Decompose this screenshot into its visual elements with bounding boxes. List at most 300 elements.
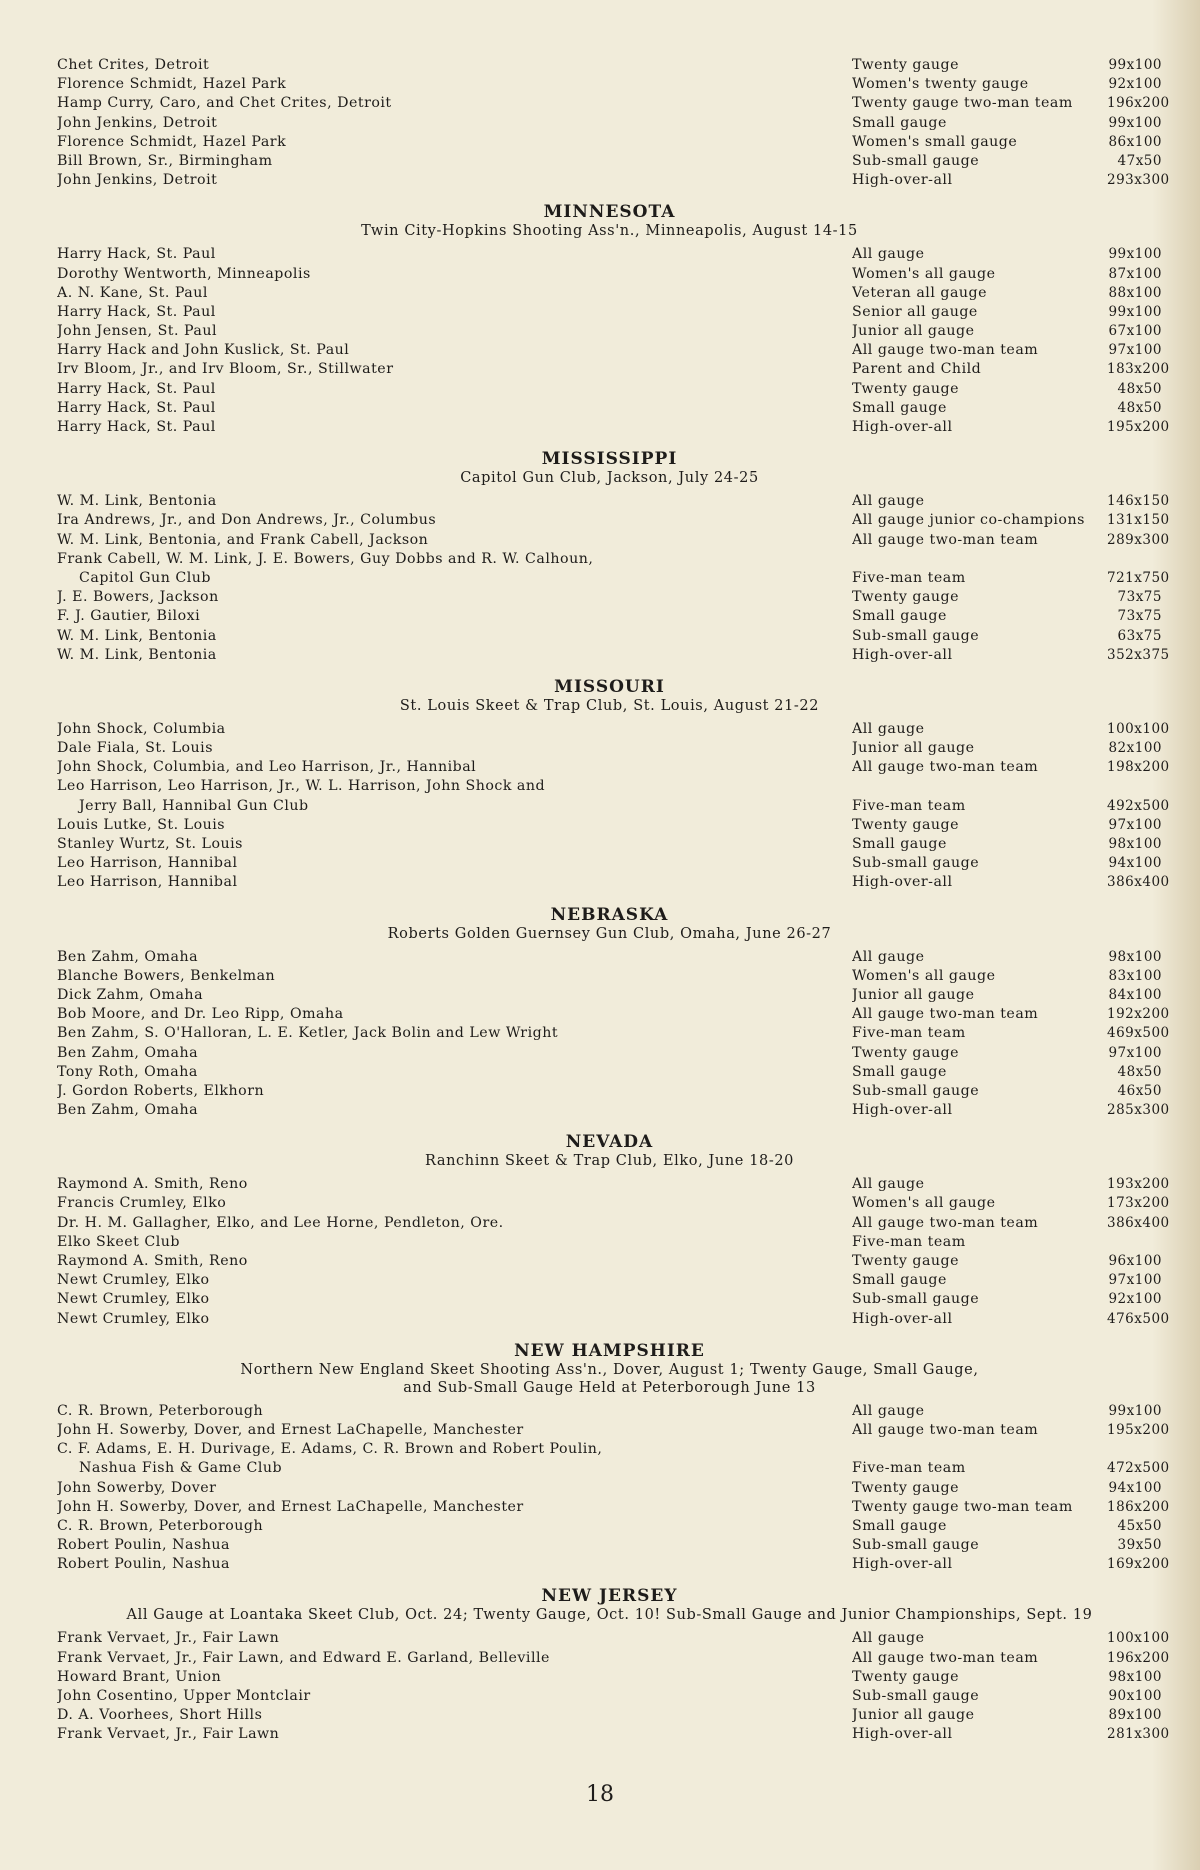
result-row — [57, 777, 1162, 796]
shooter-cell — [57, 627, 852, 646]
score: 99x100 — [1108, 1402, 1162, 1419]
result-row — [57, 1706, 1162, 1725]
shooter-cell — [57, 380, 852, 399]
event-title-line: and Sub-Small Gauge Held at Peterborough June 13 — [403, 1379, 816, 1396]
score: 492x500 — [1107, 797, 1170, 814]
score: 82x100 — [1108, 740, 1162, 757]
event-cell — [852, 531, 1107, 550]
shooter-name: W. M. Link, Bentonia — [57, 493, 217, 510]
event-cell — [852, 341, 1107, 360]
event-name: Women's all gauge — [852, 265, 996, 282]
shooter-name: Howard Brant, Union — [57, 1668, 222, 1685]
result-row — [57, 1024, 1170, 1043]
event-name: Twenty gauge — [852, 1668, 960, 1685]
shooter-cell — [57, 265, 852, 284]
result-row — [57, 948, 1162, 967]
event-name: Twenty gauge — [852, 1479, 960, 1496]
result-row — [57, 1498, 1170, 1517]
event-cell — [852, 1063, 1107, 1082]
event-cell — [852, 1629, 1107, 1648]
score: 92x100 — [1108, 1291, 1162, 1308]
result-row — [57, 152, 1162, 171]
shooter-cell — [57, 854, 852, 873]
shooter-cell — [57, 245, 852, 264]
shooter-cell — [57, 284, 852, 303]
shooter-cell — [57, 607, 852, 626]
shooter-cell — [57, 646, 852, 665]
score: 46x50 — [1117, 1082, 1162, 1099]
result-row — [57, 1044, 1162, 1063]
shooter-cell — [57, 1668, 852, 1687]
event-name: Twenty gauge — [852, 816, 960, 833]
score: 99x100 — [1108, 246, 1162, 263]
event-cell — [852, 948, 1107, 967]
result-row — [57, 1687, 1162, 1706]
result-row — [57, 797, 1170, 816]
result-row — [57, 873, 1170, 892]
state-section — [57, 1586, 1170, 1744]
result-row — [57, 967, 1162, 986]
event-cell — [852, 646, 1107, 665]
event-title-line: Roberts Golden Guernsey Gun Club, Omaha, June 26-27 — [387, 925, 832, 942]
shooter-cell — [57, 114, 852, 133]
event-name: Small gauge — [852, 399, 947, 416]
shooter-name: Frank Vervaet, Jr., Fair Lawn — [57, 1726, 280, 1743]
score: 83x100 — [1108, 967, 1162, 984]
event-name: All gauge — [852, 948, 925, 965]
result-row — [57, 1629, 1170, 1648]
event-name: Women's twenty gauge — [852, 76, 1029, 93]
score: 186x200 — [1107, 1498, 1170, 1515]
state-heading: MISSISSIPPI — [541, 449, 678, 470]
score: 183x200 — [1107, 361, 1170, 378]
shooter-cell — [57, 1440, 1162, 1459]
event-name: Junior all gauge — [852, 1707, 975, 1724]
shooter-name: John Jensen, St. Paul — [57, 323, 218, 340]
result-row — [57, 550, 1162, 569]
shooter-cell — [57, 133, 852, 152]
shooter-cell — [57, 531, 852, 550]
event-title — [57, 1606, 1162, 1624]
shooter-name: Jerry Ball, Hannibal Gun Club — [79, 797, 309, 814]
event-title-line: Ranchinn Skeet & Trap Club, Elko, June 18-20 — [425, 1153, 794, 1170]
event-cell — [852, 171, 1107, 190]
event-title-line: All Gauge at Loantaka Skeet Club, Oct. 24; Twenty Gauge, Oct. 10! Sub-Small Gauge and Junior Championships, Sept. 19 — [126, 1607, 1093, 1624]
shooter-name: Ben Zahm, Omaha — [57, 948, 199, 965]
score: 193x200 — [1107, 1176, 1170, 1193]
event-cell — [852, 1175, 1107, 1194]
event-cell — [852, 627, 1107, 646]
result-row — [57, 114, 1162, 133]
event-name: Junior all gauge — [852, 740, 975, 757]
result-row — [57, 739, 1162, 758]
event-name: Senior all gauge — [852, 303, 978, 320]
shooter-name: Chet Crites, Detroit — [57, 57, 210, 73]
event-name: Small gauge — [852, 1272, 947, 1289]
result-row — [57, 607, 1162, 626]
score: 97x100 — [1108, 1272, 1162, 1289]
event-name: Women's all gauge — [852, 967, 996, 984]
shooter-name: Frank Vervaet, Jr., Fair Lawn — [57, 1630, 280, 1647]
shooter-cell — [57, 1498, 852, 1517]
state-section — [57, 56, 1170, 190]
shooter-name: Newt Crumley, Elko — [57, 1310, 210, 1327]
event-name: Twenty gauge — [852, 1253, 960, 1269]
shooter-name: C. R. Brown, Peterborough — [57, 1402, 264, 1419]
shooter-name: John H. Sowerby, Dover, and Ernest LaChapelle, Manchester — [57, 1498, 524, 1515]
event-cell — [852, 322, 1107, 341]
event-cell — [852, 588, 1107, 607]
event-name: High-over-all — [852, 874, 953, 891]
score: 100x100 — [1107, 720, 1170, 737]
shooter-cell — [57, 418, 852, 437]
shooter-name: Dorothy Wentworth, Minneapolis — [57, 265, 311, 282]
result-row — [57, 1668, 1162, 1687]
shooter-name: C. R. Brown, Peterborough — [57, 1517, 264, 1534]
score: 39x50 — [1117, 1537, 1162, 1554]
result-row — [57, 284, 1162, 303]
score: 98x100 — [1108, 948, 1162, 965]
shooter-name: Capitol Gun Club — [79, 569, 211, 586]
event-title — [57, 222, 1162, 240]
score: 100x100 — [1107, 1630, 1170, 1647]
result-row — [57, 380, 1162, 399]
event-cell — [852, 492, 1107, 511]
page-number: 18 — [586, 1782, 614, 1807]
event-name: All gauge two-man team — [852, 1006, 1039, 1023]
event-name: High-over-all — [852, 419, 953, 435]
shooter-name: Dr. H. M. Gallagher, Elko, and Lee Horne, Pendleton, Ore. — [57, 1214, 504, 1231]
result-row — [57, 303, 1162, 322]
shooter-cell — [57, 1536, 852, 1555]
score: 99x100 — [1108, 114, 1162, 131]
shooter-name: John Sowerby, Dover — [57, 1479, 217, 1496]
event-name: Twenty gauge two-man team — [852, 1498, 1073, 1515]
event-cell — [852, 1024, 1107, 1043]
event-cell — [852, 1233, 1107, 1252]
score: 169x200 — [1107, 1556, 1170, 1573]
result-row — [57, 1005, 1170, 1024]
event-cell — [852, 1459, 1107, 1478]
event-cell — [852, 380, 1107, 399]
score: 96x100 — [1108, 1253, 1162, 1269]
shooter-name: Irv Bloom, Jr., and Irv Bloom, Sr., Stillwater — [57, 361, 394, 378]
shooter-name: Robert Poulin, Nashua — [57, 1537, 230, 1554]
event-cell — [852, 1082, 1107, 1101]
result-row — [57, 1421, 1170, 1440]
shooter-cell — [57, 1290, 852, 1309]
event-name: Sub-small gauge — [852, 855, 980, 872]
shooter-cell — [57, 550, 1162, 569]
shooter-name: W. M. Link, Bentonia — [57, 646, 217, 663]
result-row — [57, 986, 1162, 1005]
shooter-cell — [57, 75, 852, 94]
result-row — [57, 133, 1162, 152]
score: 89x100 — [1108, 1707, 1162, 1724]
state-section — [57, 1340, 1170, 1575]
score: 131x150 — [1107, 512, 1170, 529]
score: 173x200 — [1107, 1195, 1170, 1212]
result-row — [57, 1252, 1162, 1271]
shooter-cell — [57, 986, 852, 1005]
shooter-name: Ben Zahm, Omaha — [57, 1044, 199, 1061]
shooter-cell — [57, 873, 852, 892]
event-name: Sub-small gauge — [852, 1537, 980, 1554]
event-title — [57, 697, 1162, 715]
result-row — [57, 720, 1170, 739]
score: 98x100 — [1108, 1668, 1162, 1685]
event-name: High-over-all — [852, 1310, 953, 1327]
shooter-cell — [57, 1687, 852, 1706]
event-cell — [852, 797, 1107, 816]
result-row — [57, 1233, 1162, 1252]
result-row — [57, 1649, 1170, 1668]
score: 45x50 — [1117, 1517, 1162, 1534]
result-row — [57, 322, 1162, 341]
event-name: All gauge two-man team — [852, 1214, 1039, 1231]
result-row — [57, 418, 1170, 437]
event-cell — [852, 418, 1107, 437]
result-row — [57, 1290, 1162, 1309]
event-cell — [852, 94, 1107, 113]
shooter-name: Leo Harrison, Leo Harrison, Jr., W. L. Harrison, John Shock and — [57, 778, 546, 795]
event-title-line: Northern New England Skeet Shooting Ass'n., Dover, August 1; Twenty Gauge, Small Gauge, — [240, 1361, 979, 1378]
event-name: Small gauge — [852, 1063, 947, 1080]
score: 472x500 — [1107, 1460, 1170, 1477]
shooter-name: John Jenkins, Detroit — [57, 114, 218, 131]
result-row — [57, 94, 1170, 113]
shooter-cell — [57, 56, 852, 75]
score: 721x750 — [1107, 569, 1170, 586]
shooter-cell — [57, 1175, 852, 1194]
result-row — [57, 1101, 1170, 1120]
result-row — [57, 265, 1162, 284]
event-name: All gauge two-man team — [852, 1649, 1039, 1666]
shooter-cell — [57, 1517, 852, 1536]
result-row — [57, 1555, 1170, 1574]
event-cell — [852, 360, 1107, 379]
shooter-cell — [57, 322, 852, 341]
event-name: All gauge — [852, 1630, 925, 1647]
event-title — [57, 925, 1162, 943]
event-cell — [852, 152, 1107, 171]
score: 87x100 — [1108, 265, 1162, 282]
shooter-cell — [57, 777, 1162, 796]
shooter-name: Florence Schmidt, Hazel Park — [57, 133, 287, 150]
shooter-cell — [57, 816, 852, 835]
event-cell — [852, 1421, 1107, 1440]
event-name: Twenty gauge — [852, 57, 960, 73]
event-name: Junior all gauge — [852, 323, 975, 340]
result-row — [57, 1536, 1162, 1555]
result-row — [57, 1440, 1162, 1459]
shooter-cell — [57, 1194, 852, 1213]
shooter-name: John Shock, Columbia, and Leo Harrison, Jr., Hannibal — [57, 759, 477, 776]
shooter-name: A. N. Kane, St. Paul — [57, 284, 208, 301]
event-name: Veteran all gauge — [852, 284, 988, 301]
state-heading: NEVADA — [565, 1132, 654, 1153]
event-name: Five-man team — [852, 1460, 966, 1477]
shooter-cell — [57, 1063, 852, 1082]
score: 285x300 — [1107, 1102, 1170, 1119]
event-cell — [852, 967, 1107, 986]
shooter-cell — [57, 94, 852, 113]
result-row — [57, 531, 1170, 550]
score: 84x100 — [1108, 986, 1162, 1003]
event-title-line: St. Louis Skeet & Trap Club, St. Louis, August 21-22 — [399, 697, 820, 714]
score: 97x100 — [1108, 1044, 1162, 1061]
event-name: Small gauge — [852, 114, 947, 131]
shooter-name: Hamp Curry, Caro, and Chet Crites, Detroit — [57, 95, 392, 112]
result-row — [57, 341, 1162, 360]
state-heading: MINNESOTA — [543, 202, 676, 223]
result-row — [57, 1194, 1170, 1213]
score: 86x100 — [1108, 133, 1162, 150]
event-cell — [852, 1555, 1107, 1574]
shooter-name: Bill Brown, Sr., Birmingham — [57, 152, 273, 169]
shooter-name: John Cosentino, Upper Montclair — [57, 1688, 311, 1704]
event-name: High-over-all — [852, 1556, 953, 1573]
event-name: Five-man team — [852, 1025, 966, 1042]
state-heading: NEBRASKA — [550, 904, 669, 925]
shooter-name: Newt Crumley, Elko — [57, 1291, 210, 1308]
event-cell — [852, 114, 1107, 133]
score: 47x50 — [1117, 152, 1162, 169]
score: 99x100 — [1108, 57, 1162, 73]
event-cell — [852, 720, 1107, 739]
event-cell — [852, 1706, 1107, 1725]
shooter-name: Stanley Wurtz, St. Louis — [57, 836, 243, 852]
result-row — [57, 511, 1170, 530]
event-name: All gauge — [852, 720, 925, 737]
event-cell — [852, 1214, 1107, 1233]
score: 92x100 — [1108, 76, 1162, 93]
shooter-cell — [57, 1271, 852, 1290]
result-row — [57, 627, 1162, 646]
shooter-name: Harry Hack, St. Paul — [57, 399, 216, 416]
event-cell — [852, 265, 1107, 284]
score: 469x500 — [1107, 1025, 1170, 1042]
event-cell — [852, 1687, 1107, 1706]
shooter-cell — [57, 1421, 852, 1440]
shooter-cell — [57, 1706, 852, 1725]
shooter-cell — [57, 1555, 852, 1574]
event-name: Five-man team — [852, 797, 966, 814]
shooter-name: J. Gordon Roberts, Elkhorn — [57, 1082, 265, 1099]
score: 289x300 — [1107, 531, 1170, 548]
event-cell — [852, 1290, 1107, 1309]
score: 198x200 — [1107, 759, 1170, 776]
event-name: Parent and Child — [852, 361, 982, 378]
shooter-cell — [57, 1233, 852, 1252]
state-heading: NEW JERSEY — [541, 1586, 678, 1607]
score: 94x100 — [1108, 855, 1162, 872]
event-name: All gauge two-man team — [852, 342, 1039, 359]
event-title-line: Twin City-Hopkins Shooting Ass'n., Minneapolis, August 14-15 — [361, 223, 858, 240]
result-row — [57, 588, 1162, 607]
event-name: High-over-all — [852, 172, 953, 189]
shooter-cell — [57, 341, 852, 360]
event-name: Sub-small gauge — [852, 1688, 980, 1704]
event-title — [57, 1152, 1162, 1170]
shooter-cell — [57, 739, 852, 758]
event-cell — [852, 607, 1107, 626]
shooter-cell — [57, 1479, 852, 1498]
event-cell — [852, 1402, 1107, 1421]
shooter-cell — [57, 152, 852, 171]
score: 281x300 — [1107, 1726, 1170, 1743]
shooter-name: Leo Harrison, Hannibal — [57, 855, 238, 872]
shooter-name: Louis Lutke, St. Louis — [57, 816, 226, 833]
event-name: High-over-all — [852, 1102, 953, 1119]
score: 386x400 — [1107, 1214, 1170, 1231]
event-cell — [852, 1005, 1107, 1024]
shooter-name: Raymond A. Smith, Reno — [57, 1176, 248, 1193]
shooter-name: Francis Crumley, Elko — [57, 1195, 227, 1212]
result-row — [57, 1082, 1162, 1101]
event-name: Twenty gauge — [852, 380, 960, 397]
event-cell — [852, 1271, 1107, 1290]
shooter-name: Harry Hack, St. Paul — [57, 380, 216, 397]
state-heading: MISSOURI — [554, 676, 665, 697]
event-cell — [852, 835, 1107, 854]
shooter-name: Frank Cabell, W. M. Link, J. E. Bowers, Guy Dobbs and R. W. Calhoun, — [57, 550, 594, 567]
event-title-line: Capitol Gun Club, Jackson, July 24-25 — [460, 470, 759, 487]
score: 195x200 — [1107, 1421, 1170, 1438]
shooter-cell — [57, 758, 852, 777]
event-name: Small gauge — [852, 836, 947, 852]
result-row — [57, 1214, 1170, 1233]
shooter-name: Dale Fiala, St. Louis — [57, 740, 213, 757]
shooter-name: Tony Roth, Omaha — [57, 1063, 198, 1080]
shooter-name: Ben Zahm, Omaha — [57, 1102, 199, 1119]
result-row — [57, 1310, 1170, 1329]
result-row — [57, 1402, 1162, 1421]
event-name: High-over-all — [852, 1726, 953, 1743]
score: 99x100 — [1108, 303, 1162, 320]
event-cell — [852, 1194, 1107, 1213]
shooter-cell — [57, 569, 852, 588]
shooter-cell — [57, 1649, 852, 1668]
score: 195x200 — [1107, 419, 1170, 435]
shooter-name: Harry Hack, St. Paul — [57, 246, 216, 263]
shooter-cell — [57, 1024, 852, 1043]
event-cell — [852, 854, 1107, 873]
shooter-name: W. M. Link, Bentonia — [57, 627, 217, 644]
result-row — [57, 1479, 1162, 1498]
event-cell — [852, 399, 1107, 418]
state-section — [57, 904, 1170, 1121]
event-name: Small gauge — [852, 608, 947, 625]
event-name: High-over-all — [852, 646, 953, 663]
shooter-name: Dick Zahm, Omaha — [57, 986, 204, 1003]
shooter-cell — [57, 1005, 852, 1024]
event-cell — [852, 1668, 1107, 1687]
state-section — [57, 1132, 1170, 1329]
result-row — [57, 492, 1170, 511]
shooter-name: C. F. Adams, E. H. Durivage, E. Adams, C. R. Brown and Robert Poulin, — [57, 1441, 603, 1458]
result-row — [57, 399, 1162, 418]
shooter-name: Nashua Fish & Game Club — [79, 1460, 283, 1477]
event-title — [57, 469, 1162, 487]
event-name: Sub-small gauge — [852, 1291, 980, 1308]
event-cell — [852, 1517, 1107, 1536]
score: 98x100 — [1108, 836, 1162, 852]
event-cell — [852, 569, 1107, 588]
score: 196x200 — [1107, 95, 1170, 112]
result-row — [57, 1459, 1170, 1478]
shooter-cell — [57, 1044, 852, 1063]
